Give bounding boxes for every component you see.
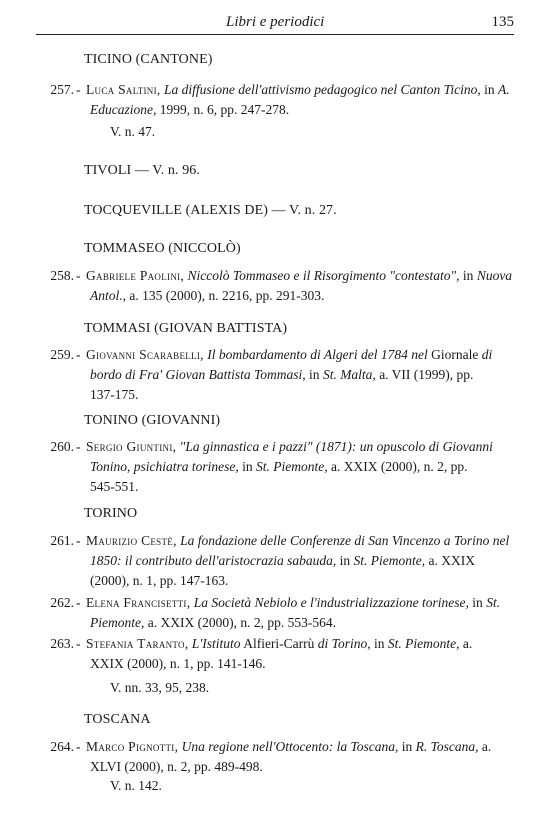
entry-title: bordo di Fra' Giovan Battista Tommasi, (90, 367, 306, 382)
entry-number: 259. (50, 347, 74, 362)
entry-journal: St. Malta, (322, 367, 376, 382)
entry-author: Marco Pignotti, (86, 739, 179, 754)
cross-reference: V. nn. 33, 95, 238. (110, 680, 210, 695)
entry-journal: A. (497, 82, 510, 97)
entry-citation: 1999, n. 6, pp. 247-278. (156, 102, 290, 117)
entry-connector: in (398, 739, 416, 754)
section-heading: TOSCANA (84, 712, 151, 727)
entry-author: Giovanni Scarabelli, (86, 347, 204, 362)
entry-number: 262. (50, 595, 74, 610)
entry-citation: (2000), n. 1, pp. 147-163. (90, 573, 229, 588)
entry-title: "La ginnastica e i pazzi" (1871): un opuscolo di Giovanni (179, 439, 493, 454)
entry-journal: Educazione, (90, 102, 157, 117)
entry-title: Niccolò Tommaseo e il Risorgimento "contestato", (187, 268, 460, 283)
entry-author: Luca Saltini, (86, 82, 161, 97)
entry-citation: a. 135 (2000), n. 2216, pp. 291-303. (126, 288, 325, 303)
section-heading: TOMMASEO (NICCOLÒ) (84, 241, 241, 256)
section-heading: TOMMASI (GIOVAN BATTISTA) (84, 321, 288, 336)
entry-dash: - (76, 533, 81, 548)
entry-dash: - (76, 82, 81, 97)
entry-number: 264. (50, 739, 74, 754)
entry-journal: St. (486, 595, 501, 610)
entry-connector: in (305, 367, 323, 382)
page-header (36, 12, 514, 35)
entry-author: Maurizio Cestè, (86, 533, 177, 548)
entry-connector: Alfieri-Carrù (240, 636, 318, 651)
entry-title: La Società Nebiolo e l'industrializzazione torinese, (193, 595, 469, 610)
entry-journal: Antol., (90, 288, 126, 303)
entry-text (86, 80, 510, 120)
entry-title: Tonino, psichiatra torinese, (90, 459, 239, 474)
entry-number: 261. (50, 533, 74, 548)
entry-title: 1850: il contributo dell'aristocrazia sabauda, (90, 553, 337, 568)
entry-journal: St. Piemonte, (256, 459, 328, 474)
entry-author: Elena Francisetti, (86, 595, 191, 610)
entry-citation: a. (459, 636, 473, 651)
entry-author: Gabriele Paolini, (86, 268, 185, 283)
entry-dash: - (76, 439, 81, 454)
entry-connector: Giornale (427, 347, 482, 362)
entry-citation: a. (478, 739, 492, 754)
entry-number: 263. (50, 636, 74, 651)
running-title: Libri e periodici (226, 14, 325, 30)
entry-text (86, 531, 510, 591)
entry-connector: in (480, 82, 498, 97)
section-heading: TICINO (CANTONE) (84, 52, 213, 67)
entry-connector: in (468, 595, 487, 610)
entry-connector: in (336, 553, 354, 568)
entry-text (86, 266, 513, 306)
entry-citation: a. VII (1999), pp. (375, 367, 474, 382)
section-heading: TONINO (GIOVANNI) (84, 413, 221, 428)
entry-journal: Piemonte, (90, 615, 145, 630)
entry-journal: St. Piemonte, (387, 636, 460, 651)
entry-dash: - (76, 739, 81, 754)
entry-citation: 545-551. (90, 479, 139, 494)
entry-number: 257. (50, 82, 74, 97)
entry-title: Una regione nell'Ottocento: la Toscana, (181, 739, 399, 754)
entry-title: La fondazione delle Conferenze di San Vincenzo a Torino nel (180, 533, 510, 548)
entry-title: Il bombardamento di Algeri del 1784 nel (207, 347, 428, 362)
entry-dash: - (76, 347, 81, 362)
entry-citation: a. XXIX (2000), n. 2, pp. 553-564. (144, 615, 336, 630)
cross-reference: V. n. 142. (110, 778, 162, 793)
entry-journal: R. Toscana, (415, 739, 479, 754)
entry-dash: - (76, 636, 81, 651)
entry-citation: a. XXIX (425, 553, 476, 568)
entry-title: La diffusione dell'attivismo pedagogico nel Canton Ticino, (163, 82, 481, 97)
entry-title: di Torino, (317, 636, 371, 651)
section-heading: TORINO (84, 506, 138, 521)
entry-connector: in (370, 636, 388, 651)
cross-reference: V. n. 47. (110, 124, 156, 139)
entry-citation: XXIX (2000), n. 1, pp. 141-146. (90, 656, 266, 671)
entry-text (86, 437, 510, 497)
entry-dash: - (76, 595, 81, 610)
entry-journal: di (481, 347, 493, 362)
entry-dash: - (76, 268, 81, 283)
entry-number: 258. (50, 268, 74, 283)
entry-text (86, 593, 510, 633)
entry-citation: XLVI (2000), n. 2, pp. 489-498. (90, 759, 263, 774)
entry-connector: in (238, 459, 257, 474)
entry-citation: 137-175. (90, 387, 139, 402)
page-number: 135 (491, 14, 514, 30)
entry-journal: St. Piemonte, (353, 553, 426, 568)
entry-author: Stefania Taranto, (86, 636, 189, 651)
entry-journal: Nuova (476, 268, 513, 283)
entry-text (86, 634, 510, 674)
section-heading: TIVOLI — V. n. 96. (84, 163, 201, 178)
entry-connector: in (459, 268, 477, 283)
entry-number: 260. (50, 439, 74, 454)
section-heading: TOCQUEVILLE (ALEXIS DE) — V. n. 27. (84, 203, 337, 218)
entry-text (86, 737, 510, 777)
entry-citation: a. XXIX (2000), n. 2, pp. (327, 459, 468, 474)
entry-title: L'Istituto (191, 636, 241, 651)
entry-text (86, 345, 510, 405)
entry-author: Sergio Giuntini, (86, 439, 177, 454)
